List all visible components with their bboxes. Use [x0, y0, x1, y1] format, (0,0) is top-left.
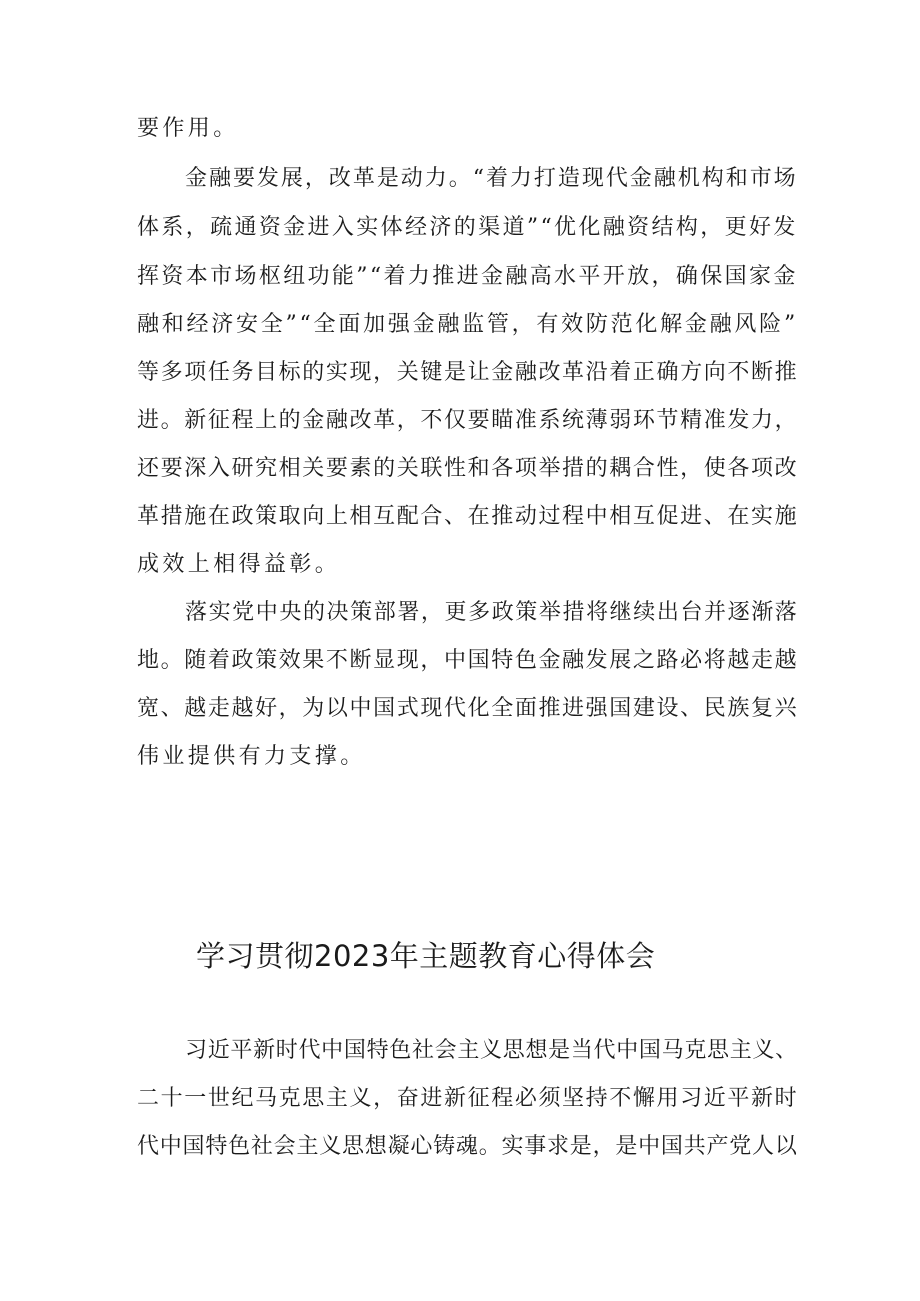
paragraph-line: 成效上相得益彰。: [137, 552, 341, 577]
paragraph-line: 挥资本市场枢纽功能”“着力推进金融高水平开放，确保国家金: [137, 264, 798, 289]
paragraph-line: 融和经济安全”“全面加强金融监管，有效防范化解金融风险”: [137, 312, 798, 337]
paragraph-line: 还要深入研究相关要素的关联性和各项举措的耦合性，使各项改: [137, 456, 799, 481]
paragraph-line: 二十一世纪马克思主义，奋进新征程必须坚持不懈用习近平新时: [137, 1086, 799, 1111]
paragraph-line: 地。随着政策效果不断显现，中国特色金融发展之路必将越走越: [137, 648, 799, 673]
paragraph-line: 要作用。: [137, 116, 239, 141]
paragraph-line: 落实党中央的决策部署，更多政策举措将继续出台并逐渐落: [185, 600, 799, 625]
paragraph-line: 代中国特色社会主义思想凝心铸魂。实事求是，是中国共产党人以: [137, 1134, 798, 1159]
paragraph-line: 宽、越走越好，为以中国式现代化全面推进强国建设、民族复兴: [137, 696, 799, 721]
paragraph-line: 伟业提供有力支撑。: [137, 744, 366, 769]
paragraph-line: 体系，疏通资金进入实体经济的渠道”“优化融资结构，更好发: [137, 215, 798, 240]
paragraph-line: 进。新征程上的金融改革，不仅要瞄准系统薄弱环节精准发力，: [137, 408, 799, 433]
paragraph-line: 革措施在政策取向上相互配合、在推动过程中相互促进、在实施: [137, 504, 799, 529]
paragraph-line: 金融要发展，改革是动力。“着力打造现代金融机构和市场: [185, 166, 798, 191]
page-title: 学习贯彻2023年主题教育心得体会: [196, 939, 656, 973]
paragraph-line: 等多项任务目标的实现，关键是让金融改革沿着正确方向不断推: [137, 360, 799, 385]
paragraph-line: 习近平新时代中国特色社会主义思想是当代中国马克思主义、: [185, 1038, 798, 1063]
